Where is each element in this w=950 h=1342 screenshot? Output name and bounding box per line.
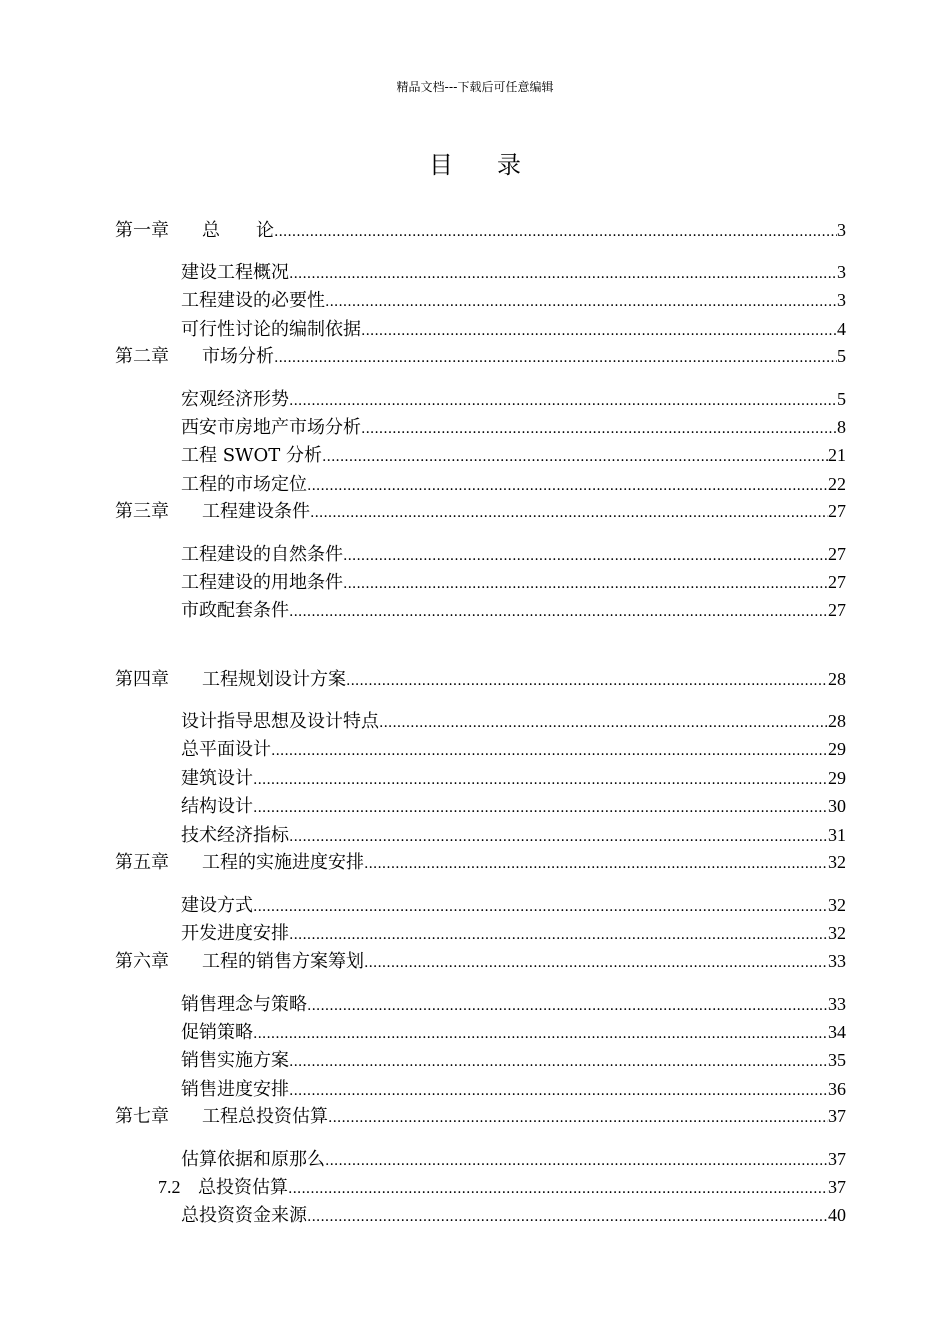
toc-section[interactable]	[181, 990, 846, 1016]
dot-leader	[289, 1083, 828, 1099]
chapter-number: 第二章	[115, 346, 169, 367]
section-title: 工程 SWOT 分析	[181, 445, 323, 466]
dot-leader	[307, 998, 828, 1014]
section-number: 7.2	[158, 1177, 181, 1197]
toc-section[interactable]	[181, 1075, 846, 1101]
toc-section[interactable]	[181, 568, 846, 594]
page-number: 4	[837, 319, 846, 339]
section-title: 西安市房地产市场分析	[181, 417, 361, 438]
chapter-title: 总 论	[202, 220, 274, 241]
toc-section[interactable]	[181, 441, 846, 467]
page-number: 37	[828, 1177, 846, 1197]
dot-leader	[289, 927, 828, 943]
dot-leader	[364, 955, 828, 971]
dot-leader	[325, 294, 837, 310]
section-title: 销售理念与策略	[181, 994, 307, 1015]
toc-chapter-4[interactable]	[115, 665, 846, 691]
toc-section[interactable]	[181, 315, 846, 341]
page-number: 37	[828, 1149, 846, 1169]
section-title: 建筑设计	[181, 768, 253, 789]
dot-leader	[361, 421, 837, 437]
dot-leader	[379, 715, 828, 731]
page-number: 21	[828, 445, 846, 465]
toc-section[interactable]	[181, 1201, 846, 1227]
section-title: 销售实施方案	[181, 1050, 289, 1071]
dot-leader	[343, 576, 828, 592]
chapter-title: 工程的实施进度安排	[202, 852, 364, 873]
section-title: 工程建设的自然条件	[181, 544, 343, 565]
section-title: 技术经济指标	[181, 825, 289, 846]
page-number: 5	[837, 389, 846, 409]
toc-section[interactable]	[181, 286, 846, 312]
section-title: 宏观经济形势	[181, 389, 289, 410]
dot-leader	[253, 772, 828, 788]
page-number: 28	[828, 711, 846, 731]
toc-chapter-7[interactable]	[115, 1102, 846, 1128]
dot-leader	[289, 266, 837, 282]
dot-leader	[289, 604, 828, 620]
toc-section[interactable]	[181, 735, 846, 761]
toc-section[interactable]	[181, 1018, 846, 1044]
toc-chapter-3[interactable]	[115, 497, 846, 523]
dot-leader	[253, 899, 828, 915]
toc-chapter-1[interactable]	[115, 216, 846, 242]
section-title: 设计指导思想及设计特点	[181, 711, 379, 732]
page-number: 32	[828, 923, 846, 943]
page-number: 27	[828, 544, 846, 564]
section-title: 建设工程概况	[181, 262, 289, 283]
page-number: 3	[837, 290, 846, 310]
page-number: 33	[828, 994, 846, 1014]
page-header: 精品文档---下载后可任意编辑	[396, 80, 554, 94]
toc-chapter-6[interactable]	[115, 947, 846, 973]
section-title: 总投资资金来源	[181, 1205, 307, 1226]
dot-leader	[343, 548, 828, 564]
page-number: 5	[837, 346, 846, 366]
dot-leader	[289, 829, 828, 845]
chapter-title: 市场分析	[202, 346, 274, 367]
page-number: 29	[828, 768, 846, 788]
toc-section[interactable]	[181, 891, 846, 917]
chapter-title: 工程的销售方案筹划	[202, 951, 364, 972]
page-number: 35	[828, 1050, 846, 1070]
page-number: 40	[828, 1205, 846, 1225]
page-number: 30	[828, 796, 846, 816]
toc-section[interactable]	[181, 821, 846, 847]
dot-leader	[346, 673, 828, 689]
page-number: 34	[828, 1022, 846, 1042]
dot-leader	[328, 1110, 828, 1126]
section-title: 工程建设的用地条件	[181, 572, 343, 593]
toc-section[interactable]	[181, 1145, 846, 1171]
toc-section[interactable]	[181, 540, 846, 566]
page-number: 28	[828, 669, 846, 689]
chapter-title: 工程总投资估算	[202, 1106, 328, 1127]
page-number: 8	[837, 417, 846, 437]
toc-section[interactable]	[181, 919, 846, 945]
page-number: 36	[828, 1079, 846, 1099]
toc-section[interactable]	[181, 470, 846, 496]
dot-leader	[253, 1026, 828, 1042]
toc-section[interactable]	[181, 764, 846, 790]
section-title: 建设方式	[181, 895, 253, 916]
section-title: 促销策略	[181, 1022, 253, 1043]
chapter-number: 第六章	[115, 951, 169, 972]
toc-section[interactable]	[181, 413, 846, 439]
chapter-number: 第三章	[115, 501, 169, 522]
section-title: 工程建设的必要性	[181, 290, 325, 311]
toc-section[interactable]	[158, 1173, 846, 1199]
section-title: 开发进度安排	[181, 923, 289, 944]
dot-leader	[307, 1209, 828, 1225]
section-title: 销售进度安排	[181, 1079, 289, 1100]
dot-leader	[325, 1153, 828, 1169]
section-title: 总平面设计	[181, 739, 271, 760]
page-number: 37	[828, 1106, 846, 1126]
page-number: 27	[828, 572, 846, 592]
chapter-title: 工程建设条件	[202, 501, 310, 522]
toc-section[interactable]	[181, 385, 846, 411]
page-number: 22	[828, 474, 846, 494]
dot-leader	[271, 743, 828, 759]
section-title: 结构设计	[181, 796, 253, 817]
dot-leader	[274, 350, 837, 366]
chapter-title: 工程规划设计方案	[202, 669, 346, 690]
toc-chapter-5[interactable]	[115, 848, 846, 874]
toc-section[interactable]	[181, 258, 846, 284]
dot-leader	[253, 800, 828, 816]
toc-title: 目录	[429, 151, 565, 179]
section-title: 可行性讨论的编制依据	[181, 319, 361, 340]
chapter-number: 第七章	[115, 1106, 169, 1127]
dot-leader	[288, 1181, 828, 1197]
section-title: 总投资估算	[198, 1177, 288, 1198]
dot-leader	[364, 856, 828, 872]
toc-section[interactable]	[181, 1046, 846, 1072]
page-number: 3	[837, 262, 846, 282]
page-number: 29	[828, 739, 846, 759]
page-number: 3	[837, 220, 846, 240]
page-number: 32	[828, 852, 846, 872]
toc-section[interactable]	[181, 707, 846, 733]
dot-leader	[322, 449, 828, 465]
section-title: 市政配套条件	[181, 600, 289, 621]
toc-section[interactable]	[181, 596, 846, 622]
page-number: 27	[828, 600, 846, 620]
dot-leader	[310, 505, 828, 521]
page-number: 27	[828, 501, 846, 521]
section-title: 工程的市场定位	[181, 474, 307, 495]
section-title: 估算依据和原那么	[181, 1149, 325, 1170]
page-number: 32	[828, 895, 846, 915]
dot-leader	[307, 478, 828, 494]
page-number: 33	[828, 951, 846, 971]
chapter-number: 第五章	[115, 852, 169, 873]
chapter-number: 第一章	[115, 220, 169, 241]
chapter-number: 第四章	[115, 669, 169, 690]
dot-leader	[361, 323, 837, 339]
dot-leader	[274, 224, 837, 240]
toc-chapter-2[interactable]	[115, 342, 846, 368]
toc-section[interactable]	[181, 792, 846, 818]
dot-leader	[289, 393, 837, 409]
page-number: 31	[828, 825, 846, 845]
dot-leader	[289, 1054, 828, 1070]
